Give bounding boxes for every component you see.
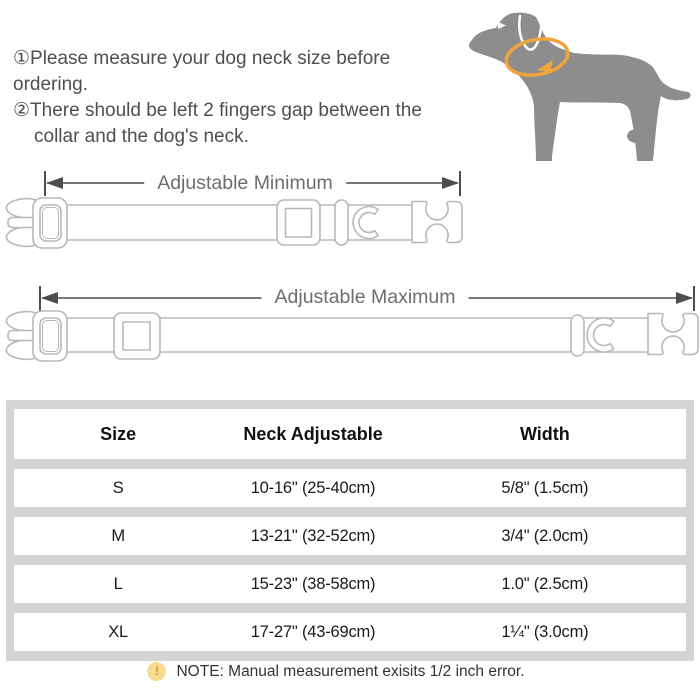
header-cell-size: Size	[100, 423, 137, 444]
cell-neck: 13-21" (32-52cm)	[250, 526, 376, 545]
cell-size: L	[113, 574, 123, 593]
header-cell-neck: Neck Adjustable	[243, 423, 383, 444]
dog-illustration	[460, 6, 698, 170]
measurement-note	[0, 662, 686, 681]
size-table	[6, 400, 694, 661]
cell-width: 5/8" (1.5cm)	[501, 478, 589, 497]
cell-width: 1.0" (2.5cm)	[501, 574, 589, 593]
keeper-loop	[571, 315, 584, 356]
instruction-line-1: ①Please measure your dog neck size before ordering.	[13, 48, 391, 95]
max-arrow-label: Adjustable Maximum	[262, 285, 469, 309]
exclamation-icon: !	[147, 662, 166, 681]
dog-silhouette	[469, 13, 691, 161]
cell-width: 1¼" (3.0cm)	[501, 622, 589, 641]
cell-size: M	[111, 526, 125, 545]
cell-neck: 15-23" (38-58cm)	[250, 574, 376, 593]
table-row-s	[14, 469, 686, 507]
header-cell-width: Width	[519, 423, 570, 444]
arrowhead-left-icon	[41, 292, 58, 304]
buckle-female	[648, 314, 698, 355]
cell-neck: 17-27" (43-69cm)	[250, 622, 376, 641]
table-row-xl	[14, 613, 686, 651]
instruction-line-3: collar and the dog's neck.	[34, 126, 249, 147]
instruction-line-2: ②There should be left 2 fingers gap between the	[13, 100, 422, 121]
cell-neck: 10-16" (25-40cm)	[250, 478, 376, 497]
measuring-instructions	[13, 46, 463, 150]
note-text: NOTE: Manual measurement exisits 1/2 inch error.	[176, 662, 525, 680]
collar-min-diagram	[0, 193, 470, 265]
cell-size: S	[112, 478, 124, 497]
keeper-loop	[335, 200, 348, 245]
arrowhead-right-icon	[442, 177, 459, 189]
cell-size: XL	[108, 622, 129, 641]
dog-hind-paw	[627, 129, 647, 143]
min-arrow-label: Adjustable Minimum	[144, 171, 346, 195]
arrowhead-left-icon	[46, 177, 63, 189]
cell-width: 3/4" (2.0cm)	[501, 526, 589, 545]
table-header-row	[14, 409, 686, 459]
table-row-l	[14, 565, 686, 603]
arrowhead-right-icon	[676, 292, 693, 304]
buckle-female	[412, 202, 462, 243]
collar-max-diagram	[0, 305, 700, 377]
table-row-m	[14, 517, 686, 555]
